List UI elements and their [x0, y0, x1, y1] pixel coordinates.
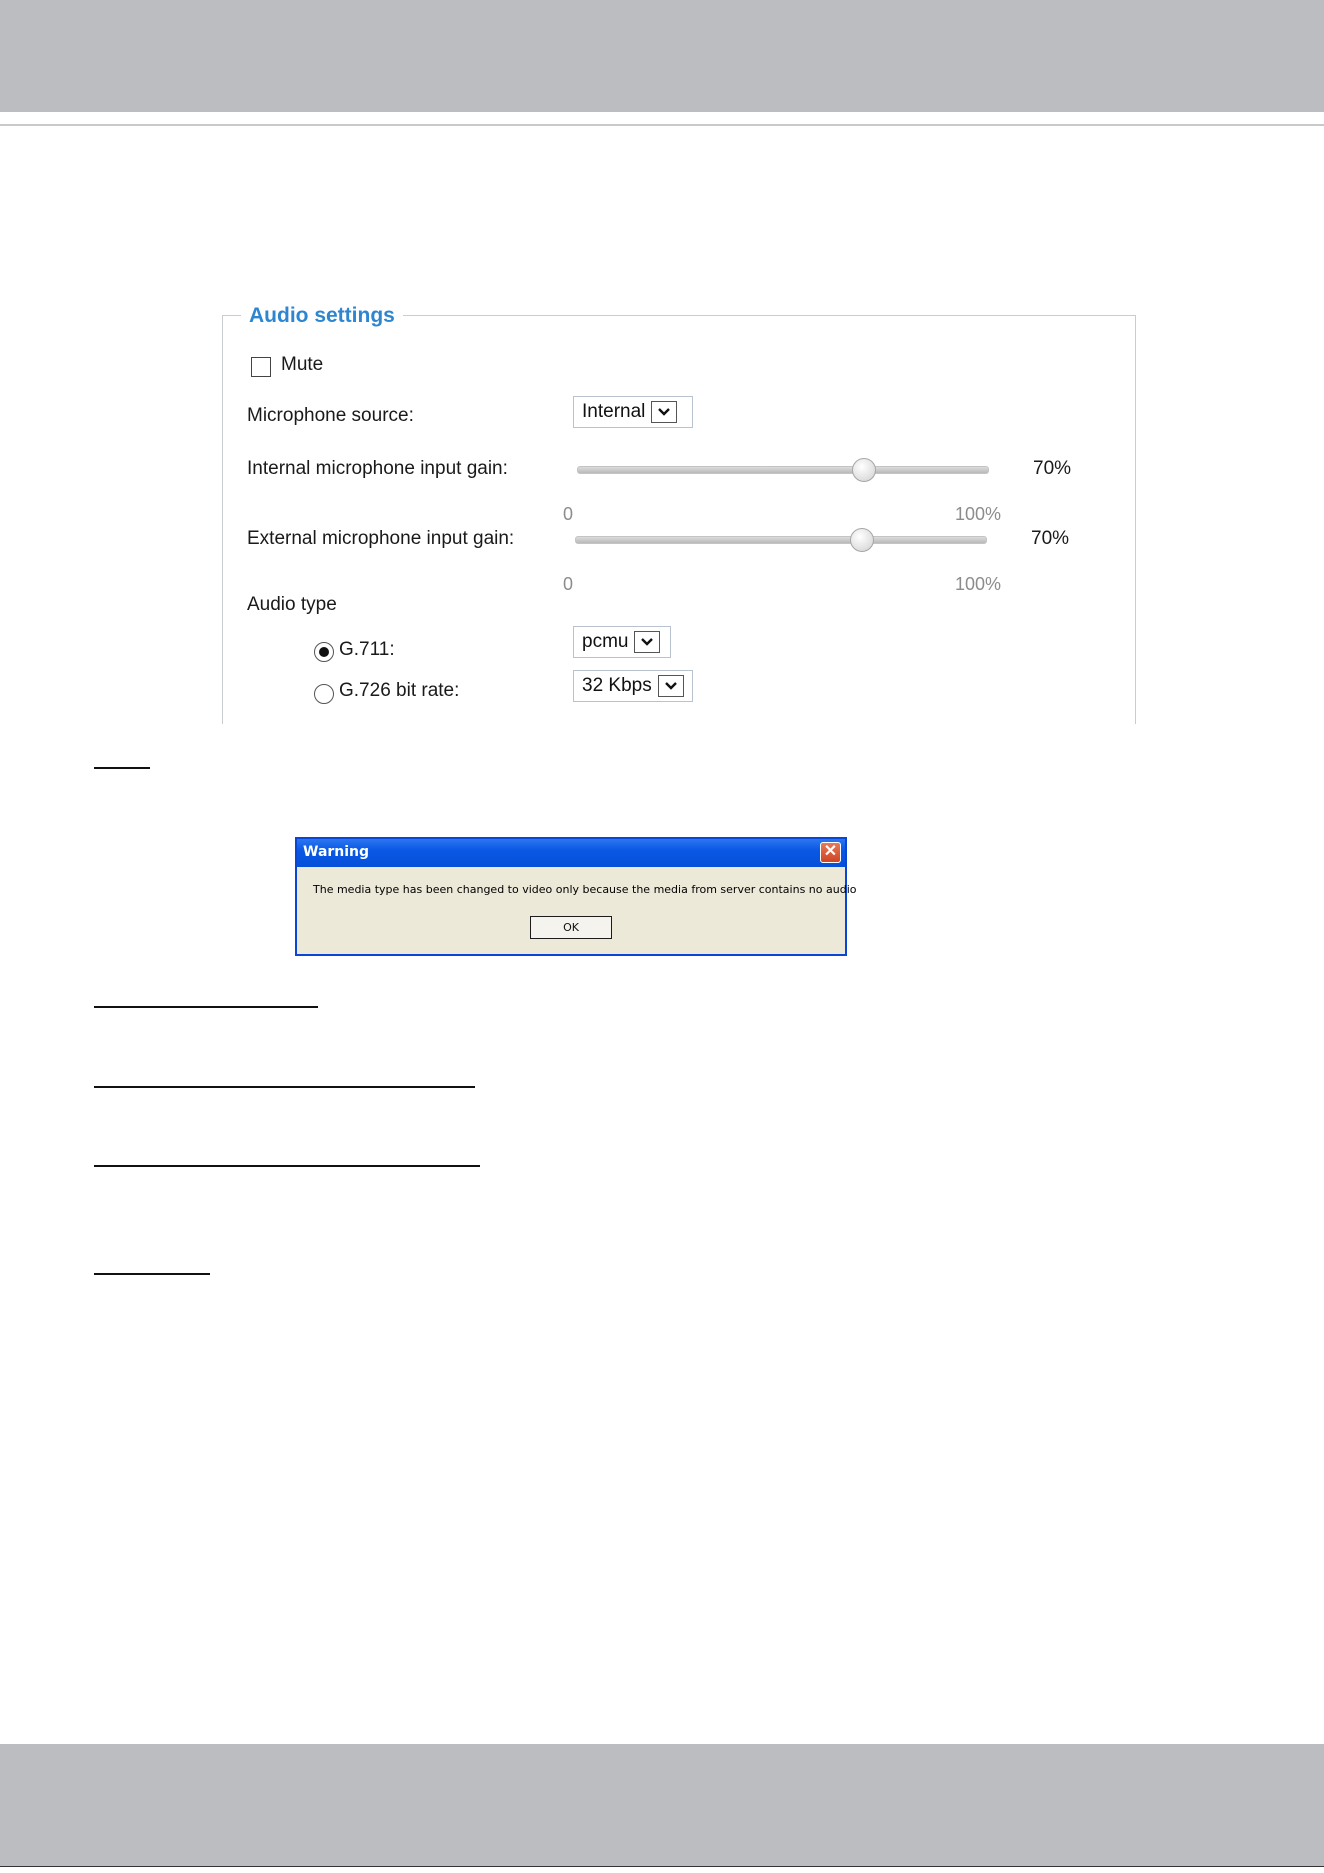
- internal-gain-scale-max: 100%: [955, 504, 1002, 524]
- external-gain-scale-max: 100%: [955, 574, 1002, 594]
- microphone-source-value: Internal: [582, 401, 646, 422]
- g726-bitrate-label: G.726 bit rate:: [339, 680, 460, 701]
- dialog-title: Warning: [303, 844, 370, 860]
- external-gain-label: External microphone input gain:: [247, 528, 515, 549]
- mute-checkbox[interactable]: [251, 357, 271, 377]
- chevron-down-icon: [658, 675, 684, 697]
- internal-gain-value: 70%: [1033, 458, 1072, 479]
- warning-dialog: [295, 837, 857, 956]
- g711-radio[interactable]: [314, 642, 334, 662]
- page-header-band: [0, 0, 1324, 112]
- g726-bitrate-select[interactable]: [573, 670, 693, 702]
- internal-gain-scale-min: 0: [563, 504, 574, 524]
- g711-select-value: pcmu: [582, 631, 629, 652]
- internal-gain-slider-handle[interactable]: [852, 458, 876, 482]
- internal-gain-slider[interactable]: [577, 466, 989, 474]
- heading-underline-3: [94, 1086, 475, 1088]
- heading-underline-1: [94, 767, 150, 769]
- g711-label: G.711:: [339, 639, 395, 660]
- heading-underline-2: [94, 1006, 318, 1008]
- audio-settings-panel: [222, 304, 1136, 724]
- external-gain-scale-min: 0: [563, 574, 574, 594]
- external-gain-value: 70%: [1031, 528, 1070, 549]
- header-divider: [0, 124, 1324, 126]
- close-icon[interactable]: ✕: [820, 842, 841, 863]
- radio-selected-dot: [319, 647, 329, 657]
- external-gain-slider-handle[interactable]: [850, 528, 874, 552]
- g711-select[interactable]: [573, 626, 671, 658]
- audio-type-label: Audio type: [247, 594, 337, 615]
- heading-underline-4: [94, 1165, 480, 1167]
- g726-radio[interactable]: [314, 684, 334, 704]
- ok-button[interactable]: OK: [530, 916, 612, 939]
- internal-gain-label: Internal microphone input gain:: [247, 458, 508, 479]
- microphone-source-select[interactable]: [573, 396, 693, 428]
- audio-settings-legend: Audio settings: [241, 304, 403, 328]
- page-footer-band: [0, 1744, 1324, 1866]
- external-gain-slider[interactable]: [575, 536, 987, 544]
- chevron-down-icon: [634, 631, 660, 653]
- dialog-message: The media type has been changed to video only because the media from server contains no audio: [313, 883, 857, 896]
- microphone-source-label: Microphone source:: [247, 405, 414, 426]
- chevron-down-icon: [651, 401, 677, 423]
- heading-underline-5: [94, 1273, 210, 1275]
- mute-label: Mute: [281, 354, 324, 375]
- dialog-titlebar: [297, 839, 845, 867]
- g726-bitrate-value: 32 Kbps: [582, 675, 652, 696]
